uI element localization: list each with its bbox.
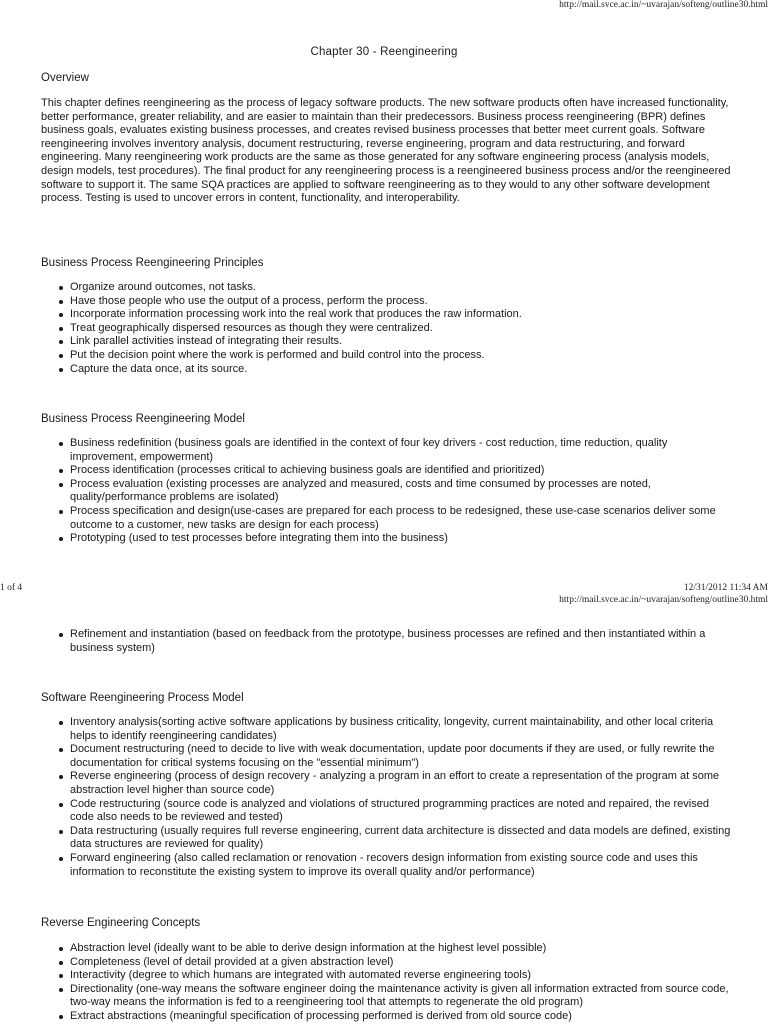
list-item: Completeness (level of detail provided at a given abstraction level) bbox=[56, 956, 731, 970]
list-item: Prototyping (used to test processes before integrating them into the business) bbox=[56, 532, 731, 546]
list-item: Abstraction level (ideally want to be able to derive design information at the highest level possible) bbox=[56, 942, 731, 956]
list-item: Inventory analysis(sorting active software applications by business criticality, longevity, current maintainability, and other local criteria helps to identify reengineering candidates) bbox=[56, 716, 731, 743]
page-url: http://mail.svce.ac.in/~uvarajan/softeng/outline30.html bbox=[559, 595, 768, 605]
list-item: Refinement and instantiation (based on feedback from the prototype, business processes are refined and then instantiated within a business system) bbox=[56, 628, 731, 655]
overview-paragraph: This chapter defines reengineering as the process of legacy software products. The new software products often have increased functionality, better performance, greater reliability, and are easier to maintain than their predecessors. Business process reengineering (BPR) defines business goals, evaluates existing business processes, and creates revised business processes that better meet current goals. Software reengineering involves inventory analysis, document restructuring, reverse engineering, program and data restructuring, and forward engineering. Many reengineering work products are the same as those generated for any software engineering process (analysis models, design models, test procedures). The final product for any reengineering process is a reengineered business process and/or the reengineered software to support it. The same SQA practices are applied to software reengineering as to they would to any other software development process. Testing is used to uncover errors in content, functionality, and interoperability. bbox=[41, 97, 731, 205]
list-item: Document restructuring (need to decide to live with weak documentation, update poor documents if they are used, or fully rewrite the documentation for critical systems focusing on the "essential minimum") bbox=[56, 743, 731, 770]
list-item: Reverse engineering (process of design recovery - analyzing a program in an effort to create a representation of the program at some abstraction level higher than source code) bbox=[56, 770, 731, 797]
list-item: Have those people who use the output of a process, perform the process. bbox=[56, 295, 731, 309]
sw-model-list bbox=[56, 716, 731, 879]
list-item: Directionality (one-way means the software engineer doing the maintenance activity is given all information extracted from source code, two-way means the information is fed to a reengineering tool that attempts to regenerate the old program) bbox=[56, 983, 731, 1010]
page-number: 1 of 4 bbox=[0, 583, 23, 593]
bpr-model-list bbox=[56, 437, 731, 546]
rev-eng-list bbox=[56, 942, 731, 1024]
list-item: Put the decision point where the work is performed and build control into the process. bbox=[56, 349, 731, 363]
list-item: Process specification and design(use-cases are prepared for each process to be redesigned, these use-case scenarios deliver some outcome to a customer, new tasks are design for each process) bbox=[56, 505, 731, 532]
list-item: Incorporate information processing work into the real work that produces the raw information. bbox=[56, 308, 731, 322]
list-item: Process identification (processes critical to achieving business goals are identified and prioritized) bbox=[56, 464, 731, 478]
list-item: Link parallel activities instead of integrating their results. bbox=[56, 335, 731, 349]
overview-heading: Overview bbox=[41, 72, 89, 84]
list-item: Capture the data once, at its source. bbox=[56, 363, 731, 377]
list-item: Extract abstractions (meaningful specification of processing performed is derived from old source code) bbox=[56, 1010, 731, 1024]
chapter-title: Chapter 30 - Reengineering bbox=[310, 46, 458, 58]
list-item: Organize around outcomes, not tasks. bbox=[56, 281, 731, 295]
bpr-model-heading: Business Process Reengineering Model bbox=[41, 413, 245, 425]
list-item: Forward engineering (also called reclamation or renovation - recovers design information from existing source code and uses this information to reconstitute the existing system to improve its overall quality and/or performance) bbox=[56, 852, 731, 879]
list-item: Treat geographically dispersed resources as though they were centralized. bbox=[56, 322, 731, 336]
bpr-principles-heading: Business Process Reengineering Principles bbox=[41, 257, 264, 269]
print-timestamp: 12/31/2012 11:34 AM bbox=[683, 583, 768, 593]
list-item: Business redefinition (business goals are identified in the context of four key drivers - cost reduction, time reduction, quality improvement, empowerment) bbox=[56, 437, 731, 464]
list-item: Process evaluation (existing processes are analyzed and measured, costs and time consumed by processes are noted, quality/performance problems are isolated) bbox=[56, 478, 731, 505]
list-item: Code restructuring (source code is analyzed and violations of structured programming practices are noted and repaired, the revised code also needs to be reviewed and tested) bbox=[56, 798, 731, 825]
list-item: Interactivity (degree to which humans are integrated with automated reverse engineering tools) bbox=[56, 969, 731, 983]
rev-eng-heading: Reverse Engineering Concepts bbox=[41, 917, 201, 929]
list-item: Data restructuring (usually requires full reverse engineering, current data architecture is dissected and data models are defined, existing data structures are reviewed for quality) bbox=[56, 825, 731, 852]
sw-model-heading: Software Reengineering Process Model bbox=[41, 692, 244, 704]
page-url: http://mail.svce.ac.in/~uvarajan/softeng/outline30.html bbox=[559, 0, 768, 10]
bpr-model-list-continued bbox=[56, 628, 731, 655]
bpr-principles-list bbox=[56, 281, 731, 376]
